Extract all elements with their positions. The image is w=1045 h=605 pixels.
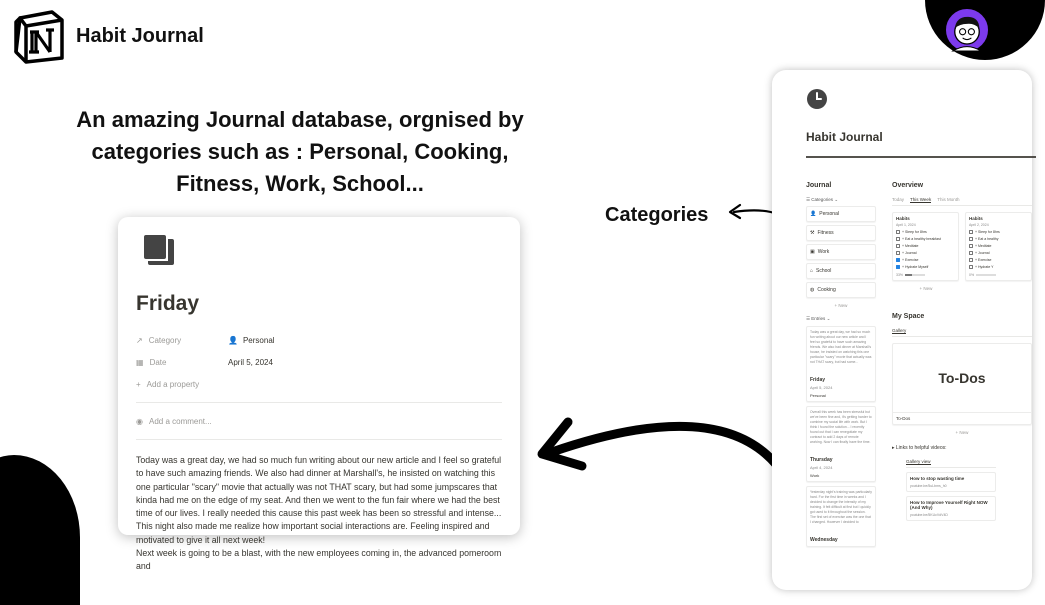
habit-card[interactable] (965, 212, 1032, 281)
category-label: Work (817, 249, 830, 255)
habit-card-date: April 1, 2024 (896, 223, 916, 227)
habit-item[interactable] (896, 258, 955, 262)
headline-line: categories such as : Personal, Cooking, (91, 139, 509, 164)
checkbox[interactable] (969, 230, 973, 234)
category-item-personal[interactable] (806, 206, 876, 222)
checkbox[interactable] (896, 230, 900, 234)
habit-item[interactable] (896, 237, 955, 241)
entry-title: Wednesday (810, 537, 838, 543)
habit-label: + Hydrate Myself (902, 265, 929, 269)
add-property-button[interactable] (136, 374, 502, 394)
habit-label: + Meditate (975, 244, 992, 248)
todo-card-title: To-Dos (893, 412, 1031, 424)
dashboard-title: Habit Journal (806, 130, 883, 144)
checkbox-checked[interactable] (896, 258, 900, 262)
headline-line: Fitness, Work, School... (176, 171, 424, 196)
paragraph: Today was a great day, we had so much fun writing about our new article and I feel so grateful to have such amazing friends. We also had dinner at Marshall's, he insisted on watching this one particular "scary" movie that actually was not THAT scary, but had some jumpscares that kinda had me on the edge of my seat. And then we went to the fun fair where we had the best time of our lives. I really needed this cause this past week has been so stressful and intense... This night also made me realize how important social interactions are. Feeling inspired and motivated to give it all next week! (136, 455, 502, 545)
tab-today[interactable]: Today (892, 197, 905, 202)
property-key (136, 336, 228, 345)
link-card[interactable] (906, 496, 996, 521)
habit-label: + Journal (902, 251, 917, 255)
habit-card-date: April 2, 2024 (969, 223, 989, 227)
divider (806, 156, 1036, 158)
habit-label: + Sleep for 8hrs (902, 230, 927, 234)
checkbox[interactable] (969, 244, 973, 248)
my-space-section (892, 313, 1032, 521)
arrow-up-right-icon: ↗ (136, 335, 143, 345)
school-icon: ⌂ (810, 268, 814, 274)
habit-item[interactable] (969, 230, 1028, 234)
tab-this-week[interactable]: This Week (910, 197, 932, 202)
todo-card[interactable] (892, 343, 1032, 425)
habit-item[interactable] (969, 258, 1028, 262)
progress-label: 33% (896, 273, 904, 277)
links-section (892, 445, 1032, 521)
checkbox[interactable] (969, 237, 973, 241)
new-category-button[interactable]: + New (834, 303, 848, 308)
habit-label: + Hydrate Y (975, 265, 994, 269)
comment-input[interactable] (136, 411, 502, 431)
avatar (943, 6, 991, 54)
links-heading[interactable]: ▸ Links to helpful videos: (892, 445, 947, 451)
habit-card-heading: Habits (896, 216, 910, 221)
entry-card[interactable] (806, 486, 876, 547)
link-title: How to Improve Yourself Right NOW (And Why) (910, 500, 988, 510)
checkbox[interactable] (969, 251, 973, 255)
category-item-fitness[interactable] (806, 225, 876, 241)
dashboard-preview (772, 70, 1032, 590)
new-habit-button[interactable]: + New (919, 286, 933, 291)
checkbox[interactable] (896, 244, 900, 248)
add-property (136, 380, 228, 389)
property-key-label: Category (148, 335, 182, 345)
paragraph: Next week is going to be a blast, with the new employees coming in, the advanced pomeroom and (136, 548, 502, 572)
property-value[interactable] (228, 336, 275, 345)
links-heading-label: Links to helpful videos: (895, 445, 947, 451)
category-label: Fitness (817, 230, 834, 236)
habit-item[interactable] (969, 265, 1028, 269)
property-key-label: Date (149, 357, 167, 367)
categories-view-tab[interactable]: ☰ Categories ⌄ (806, 197, 839, 202)
habit-item[interactable] (896, 244, 955, 248)
habit-label: + Eat a healthy breakfast (902, 237, 941, 241)
dashboard-columns (806, 182, 1032, 547)
checkbox[interactable] (969, 265, 973, 269)
habit-label: + Journal (975, 251, 990, 255)
comment-avatar-icon: ◉ (136, 416, 143, 426)
checkbox[interactable] (896, 237, 900, 241)
journal-heading: Journal (806, 182, 832, 189)
entries-view-label: Entries (811, 316, 826, 321)
entries-view-tab[interactable]: ☰ Entries ⌄ (806, 316, 831, 321)
category-item-work[interactable] (806, 244, 876, 260)
habit-item[interactable] (896, 251, 955, 255)
journal-column (806, 182, 876, 547)
habit-progress (969, 273, 1028, 277)
habit-card[interactable] (892, 212, 959, 281)
habit-label: + Exercise (975, 258, 992, 262)
entry-card[interactable] (806, 326, 876, 402)
habit-item[interactable] (969, 237, 1028, 241)
link-title: How to stop wasting time (910, 476, 965, 481)
entry-date: April 5, 2024 (810, 385, 833, 390)
category-item-cooking[interactable] (806, 282, 876, 298)
link-url: youtube.be/5KUcVdV4D (910, 513, 948, 517)
progress-bar (976, 274, 996, 276)
tab-gallery-view[interactable]: Gallery view (906, 459, 931, 464)
comment-placeholder: Add a comment... (148, 416, 212, 426)
entry-excerpt: Today was a great day, we had so much fun writing about our new article and I feel so grateful to have such amazing friends. We also had dinner at Marshall's house, he insisted on watching this one particular "scary" movie that actually was not THAT scary, but had some... (810, 330, 872, 364)
todo-cover: To-Dos (938, 370, 986, 386)
my-space-tabs (892, 328, 1032, 337)
habit-item[interactable] (969, 251, 1028, 255)
brand (12, 8, 204, 64)
habit-label: + Eat a healthy (975, 237, 999, 241)
brand-name: Habit Journal (76, 24, 204, 47)
habit-label: + Meditate (902, 244, 919, 248)
page-body[interactable] (136, 454, 502, 574)
property-value[interactable]: April 5, 2024 (228, 357, 273, 367)
habit-label: + Sleep for 8hrs (975, 230, 1000, 234)
pages-icon (142, 233, 176, 267)
categories-callout: Categories (605, 204, 709, 226)
headline-line: An amazing Journal database, orgnised by (76, 107, 524, 132)
add-property-label: Add a property (146, 379, 200, 389)
headline (60, 104, 540, 200)
progress-label: 0% (969, 273, 975, 277)
person-icon: 👤 (228, 335, 238, 345)
overview-tabs (892, 197, 1032, 206)
habit-item[interactable] (896, 265, 955, 269)
overview-column (892, 182, 1032, 547)
entry-card[interactable] (806, 406, 876, 482)
dumbbell-icon: ⚒ (810, 230, 815, 236)
category-label: School (816, 268, 832, 274)
entry-date: April 4, 2024 (810, 465, 833, 470)
progress-bar (905, 274, 925, 276)
links-tabs (906, 459, 996, 468)
calendar-icon: ▦ (136, 357, 144, 367)
big-arrow-icon (532, 400, 794, 500)
new-space-button[interactable]: + New (955, 430, 969, 435)
tab-gallery[interactable]: Gallery (892, 328, 907, 333)
page-title: Friday (136, 292, 200, 315)
progress-fill (905, 274, 912, 276)
link-url: youtube.be/5uLbms_h0 (910, 484, 947, 488)
properties (136, 330, 502, 394)
habit-card-heading: Habits (969, 216, 983, 221)
clock-icon (806, 88, 828, 110)
category-item-school[interactable] (806, 263, 876, 279)
link-card[interactable] (906, 472, 996, 492)
checkbox[interactable] (896, 251, 900, 255)
habit-item[interactable] (969, 244, 1028, 248)
property-date[interactable] (136, 352, 502, 372)
tab-this-month[interactable]: This Month (937, 197, 960, 202)
entry-excerpt: Yesterday night's training was particularly hard. For the first time in weeks and I decided to change the intensity of my training. It felt difficult at first but I quickly got used to it throughout the session. The first set of exercise was the one that I changed. However I decided to (810, 490, 872, 524)
property-value-label: Personal (242, 335, 275, 345)
property-key (136, 358, 228, 367)
notion-logo-icon (12, 8, 68, 64)
overview-heading: Overview (892, 182, 924, 189)
corner-decoration-bottom-left (0, 455, 80, 605)
my-space-heading: My Space (892, 313, 925, 320)
divider (136, 439, 502, 440)
entry-title: Friday (810, 377, 826, 383)
checkbox-checked[interactable] (896, 265, 900, 269)
entry-excerpt: Overall this week has been stressful but we've been fine and, it's getting harder to combine my social life with work. But I think I found the solution... I recently found out that I can renegotiate my contract to add 2 days of remote working. Now I can finally have the time. (810, 410, 872, 444)
cooking-icon: ◍ (810, 287, 815, 293)
categories-view-label: Categories (811, 197, 834, 202)
entry-title: Thursday (810, 457, 833, 463)
plus-icon: + (136, 379, 141, 389)
category-label: Personal (819, 211, 839, 217)
checkbox[interactable] (969, 258, 973, 262)
habit-item[interactable] (896, 230, 955, 234)
entry-category: Personal (810, 393, 826, 398)
habit-progress (896, 273, 955, 277)
habit-label: + Exercise (902, 258, 919, 262)
entry-category: Work (810, 473, 820, 478)
journal-entry-page (118, 217, 520, 572)
category-label: Cooking (817, 287, 836, 293)
habit-cards (892, 212, 1032, 281)
person-icon: 👤 (810, 211, 817, 217)
divider (136, 402, 502, 403)
property-category[interactable] (136, 330, 502, 350)
briefcase-icon: ▣ (810, 249, 815, 255)
